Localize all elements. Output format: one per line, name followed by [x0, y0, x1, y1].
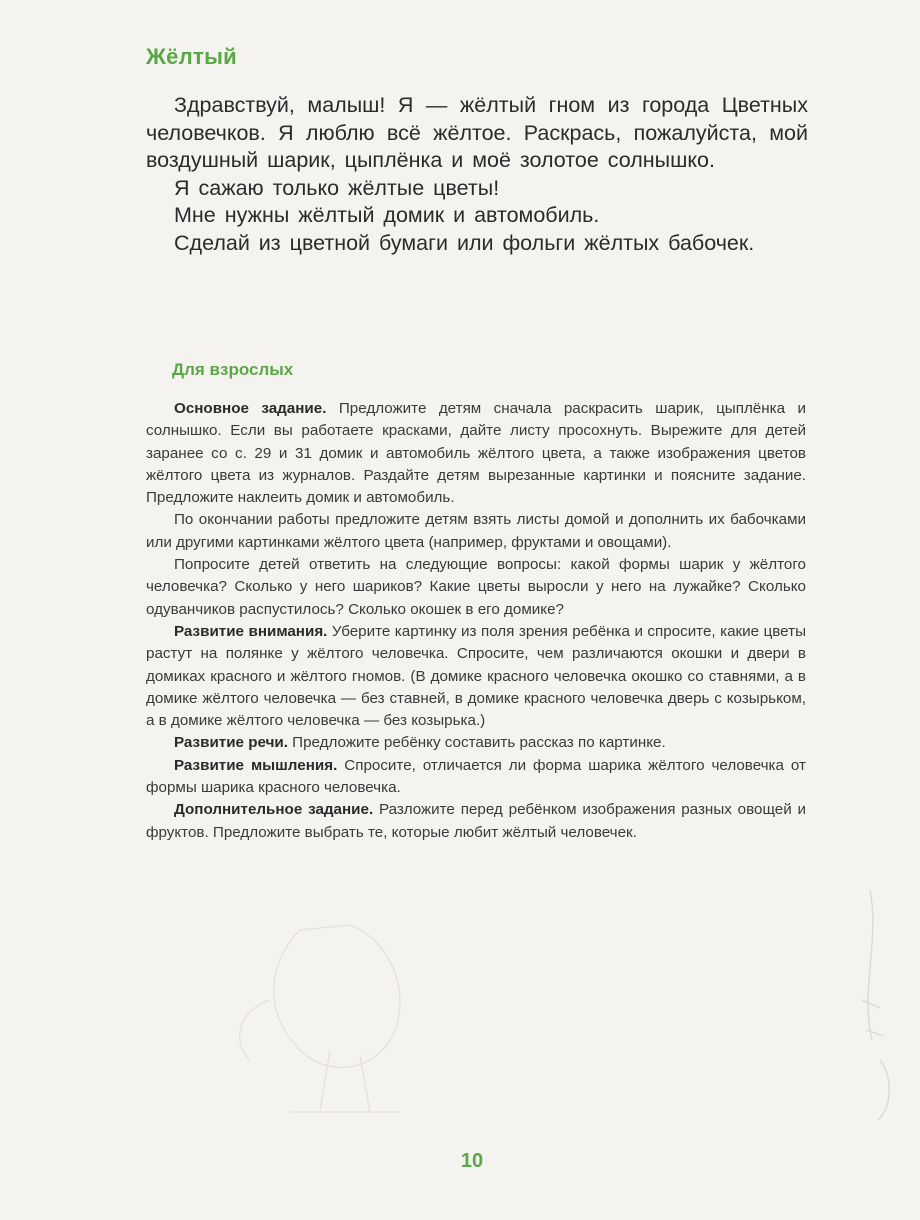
adults-text-block: [146, 398, 806, 844]
adult-paragraph-thinking: [146, 755, 806, 800]
paragraph-lead: Развитие внимания.: [174, 622, 328, 640]
paragraph-lead: Развитие мышления.: [174, 756, 338, 774]
adult-paragraph: [146, 554, 806, 621]
paragraph-body: По окончании работы предложите детям взять листы домой и дополнить их бабочками или другими картинками жёлтого цвета (например, фруктами и овощами).: [146, 511, 806, 551]
paragraph-body: Предложите ребёнку составить рассказ по картинке.: [287, 734, 666, 752]
paragraph-lead: Основное задание.: [174, 400, 327, 417]
paragraph-body: Предложите детям сначала раскрасить шарик, цыплёнка и солнышко. Если вы работаете красками, дайте листу просохнуть. Вырежите для детей заранее со с. 29 и 31 домик и автомобиль жёлтого цвета, а также изображения цветов жёлтого цвета из журналов. Раздайте детям вырезанные картинки и поясните задание. Предложите наклеить домик и автомобиль.: [146, 400, 806, 507]
adult-paragraph-attention: [146, 621, 806, 732]
paragraph-body: Попросите детей ответить на следующие вопросы: какой формы шарик у жёлтого человечка? Сколько у него шариков? Какие цветы выросли у него на лужайке? Сколько одуванчиков распустилось? Сколько окошек в его домике?: [146, 556, 806, 618]
kid-paragraph: Сделай из цветной бумаги или фольги жёлтых бабочек.: [174, 230, 755, 255]
paragraph-lead: Дополнительное задание.: [174, 801, 374, 819]
adult-paragraph-main-task: [146, 398, 806, 509]
paragraph-body: Разложите перед ребёнком изображения разных овощей и фруктов. Предложите выбрать те, которые любит жёлтый человечек.: [146, 801, 807, 841]
page-number: 10: [460, 1150, 484, 1172]
adult-paragraph: [146, 509, 806, 554]
paragraph-body: Спросите, отличается ли форма шарика жёлтого человечка от формы шарика красного человечка.: [146, 756, 806, 797]
page-title: Жёлтый: [146, 44, 237, 69]
adult-paragraph-speech: [146, 732, 806, 754]
adults-heading: Для взрослых: [172, 360, 294, 379]
paragraph-body: Уберите картинку из поля зрения ребёнка и спросите, какие цветы растут на полянке у жёлтого человечка. Спросите, чем различаются окошки и двери в домиках красного и жёлтого гномов. (В домике красного человечка окошко со ставнями, а в домике жёлтого человечка — без ставней, в домике красного человечка дверь с козырьком, а в домике жёлтого человечка — без козырька.): [146, 622, 806, 730]
kid-paragraph: Я сажаю только жёлтые цветы!: [174, 175, 500, 200]
kid-paragraph: Здравствуй, малыш! Я — жёлтый гном из города Цветных человечков. Я люблю всё жёлтое. Раскрась, пожалуйста, мой воздушный шарик, цыплёнка и моё золотое солнышко.: [146, 93, 808, 172]
adult-paragraph-extra-task: [146, 799, 806, 844]
kid-paragraph: Мне нужны жёлтый домик и автомобиль.: [174, 203, 600, 227]
paragraph-lead: Развитие речи.: [174, 734, 288, 752]
kid-text-block: [146, 92, 808, 257]
